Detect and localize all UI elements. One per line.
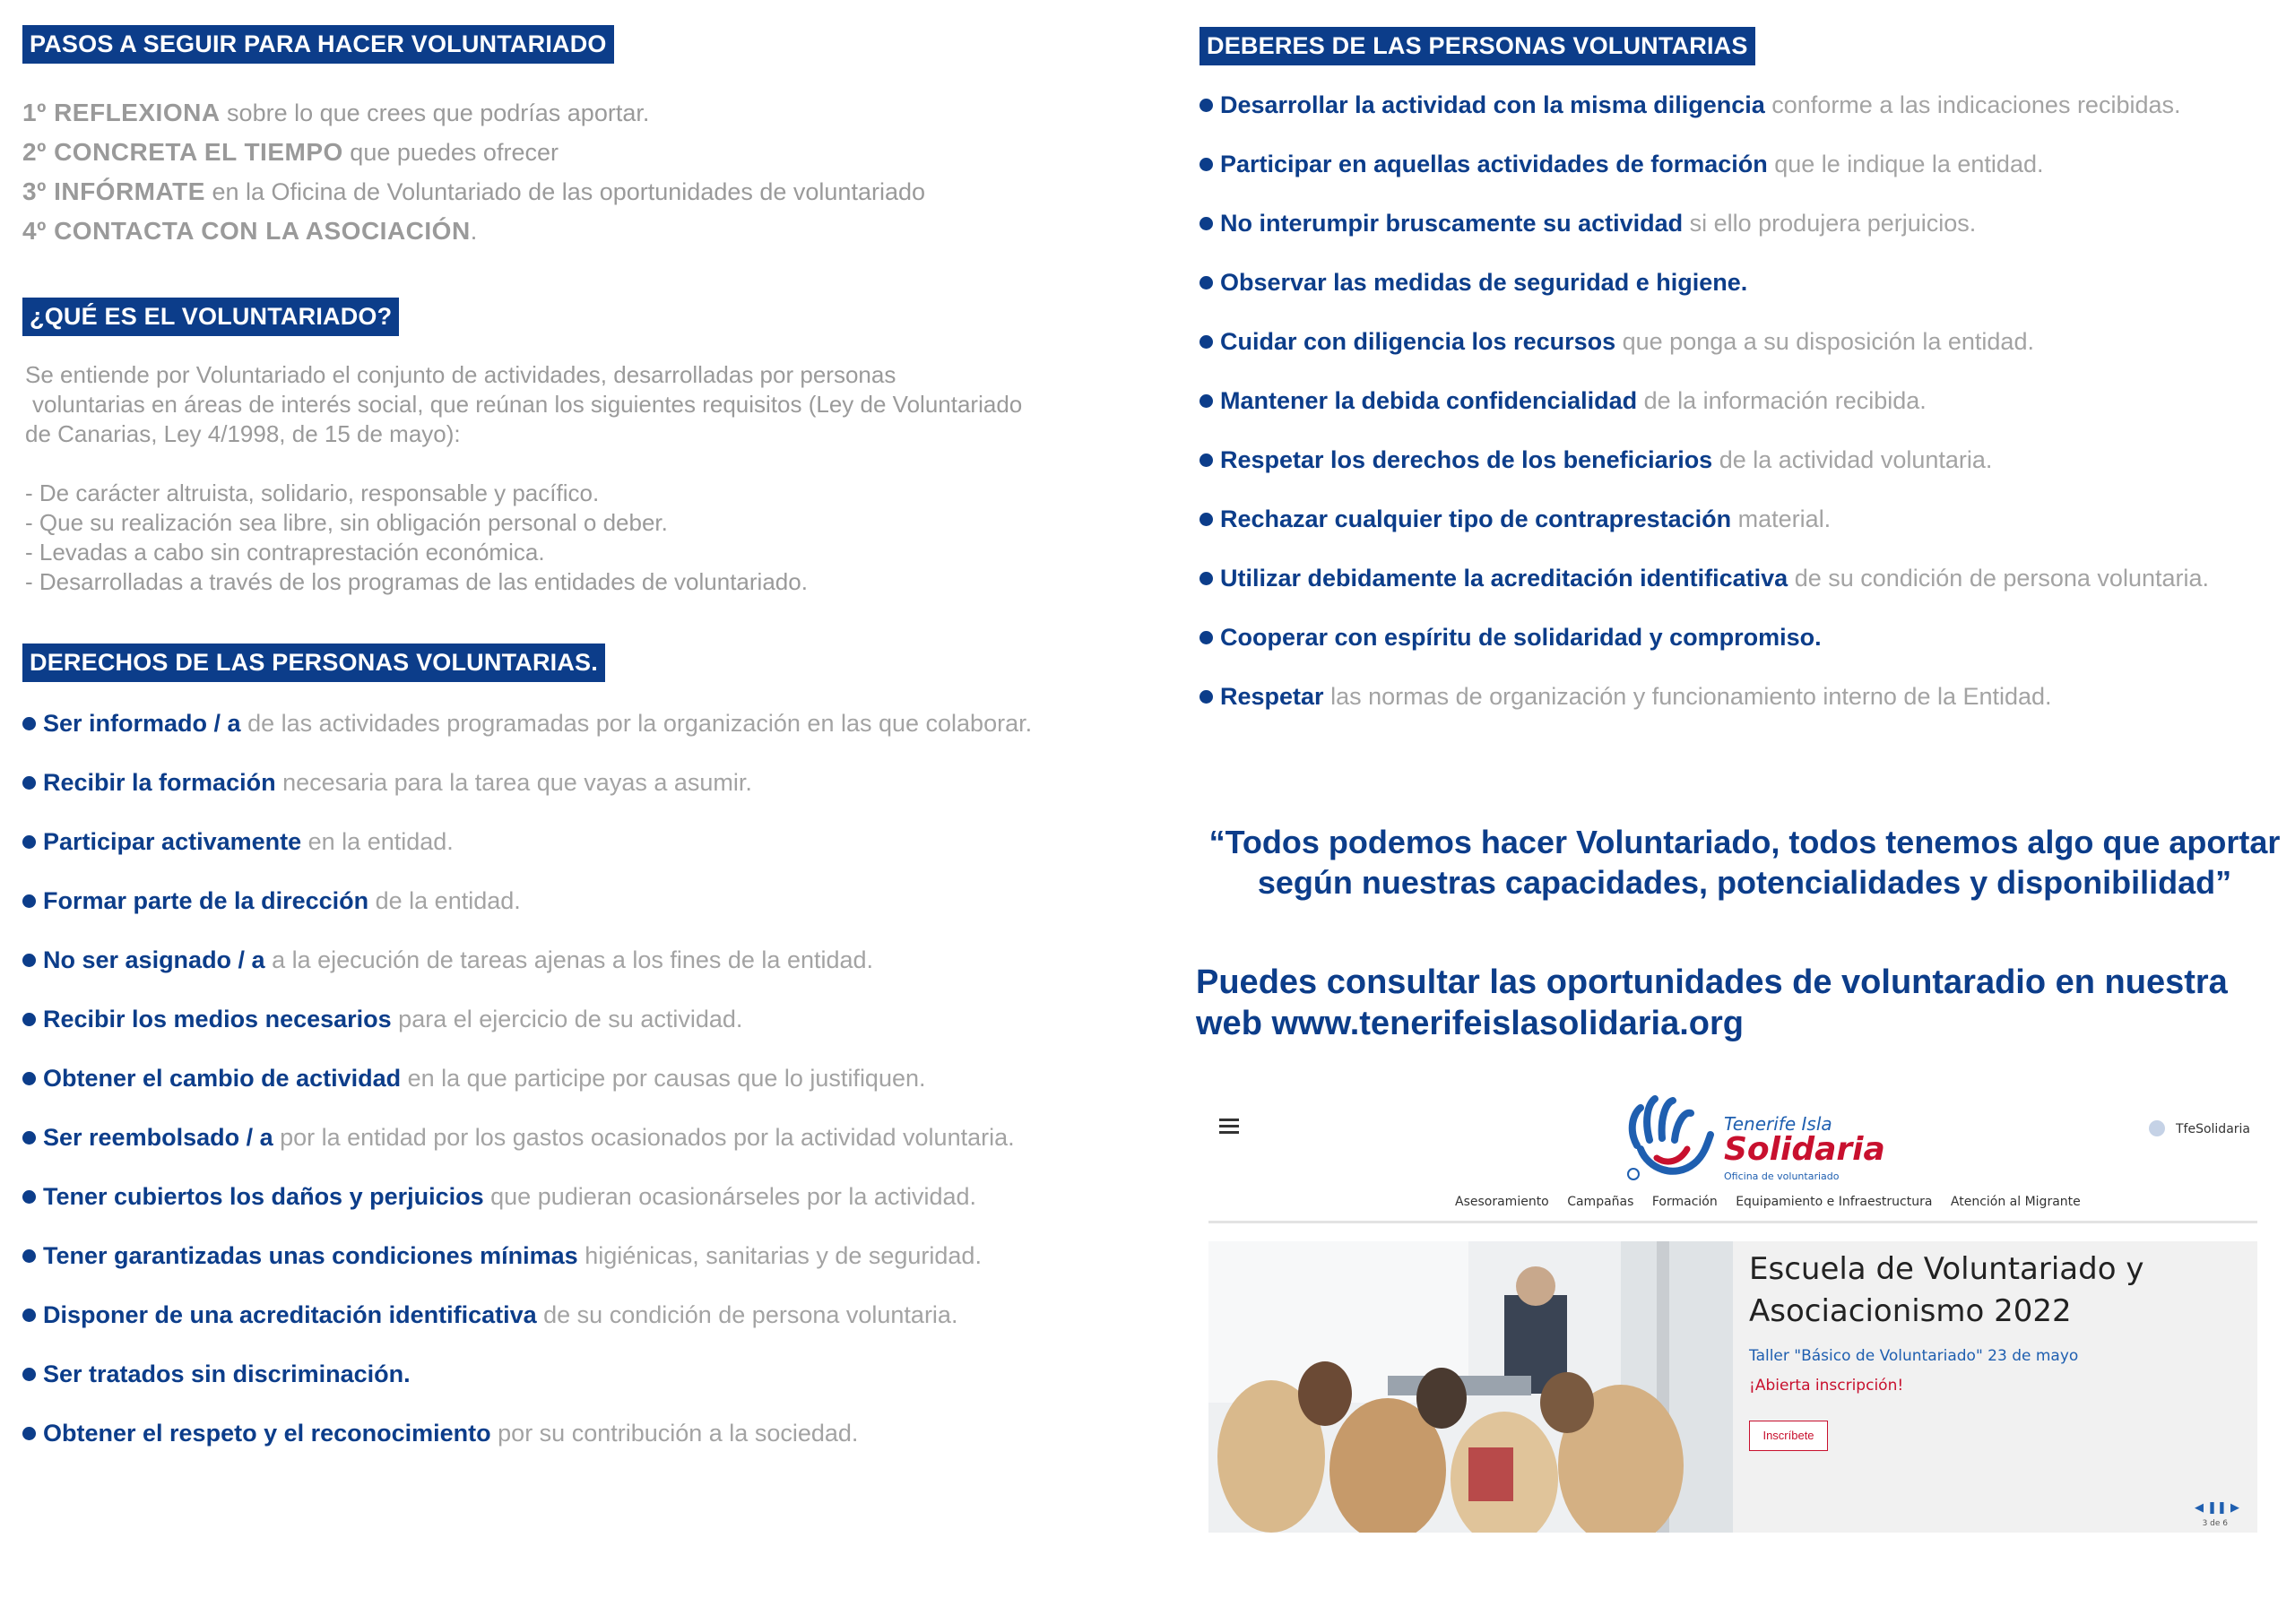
definition-text	[25, 360, 1182, 597]
nav-item-campanas[interactable]: Campañas	[1567, 1195, 1634, 1209]
site-logo[interactable]	[1621, 1093, 1885, 1192]
social-handle: TfeSolidaria	[2175, 1122, 2250, 1136]
requirement-item: - Levadas a cabo sin contraprestación económica.	[25, 539, 545, 566]
bullet-icon	[22, 1072, 36, 1085]
bullet-icon	[22, 717, 36, 730]
slide-photo	[1208, 1241, 1733, 1533]
rights-item: Disponer de una acreditación identificativa de su condición de persona voluntaria.	[22, 1300, 1032, 1359]
step-item: 3º INFÓRMATE en la Oficina de Voluntariado de las oportunidades de voluntariado	[22, 177, 926, 205]
rights-item: Recibir la formación necesaria para la tarea que vayas a asumir.	[22, 767, 1032, 826]
duties-item: Observar las medidas de seguridad e higiene.	[1199, 267, 2209, 326]
bullet-icon	[1199, 394, 1213, 408]
nav-item-formacion[interactable]: Formación	[1651, 1195, 1718, 1209]
bullet-icon	[22, 1427, 36, 1440]
rights-item: Tener garantizadas unas condiciones mínimas higiénicas, sanitarias y de seguridad.	[22, 1240, 1032, 1300]
rights-item: No ser asignado / a a la ejecución de tareas ajenas a los fines de la entidad.	[22, 945, 1032, 1004]
duties-item: Utilizar debidamente la acreditación identificativa de su condición de persona voluntaria.	[1199, 563, 2209, 622]
steps-list	[22, 93, 925, 251]
duties-heading: DEBERES DE LAS PERSONAS VOLUNTARIAS	[1199, 27, 1755, 65]
slide-subtitle: Taller "Básico de Voluntariado" 23 de mayo	[1749, 1347, 2079, 1365]
rights-item: Tener cubiertos los daños y perjuicios que pudieran ocasionárseles por la actividad.	[22, 1181, 1032, 1240]
step-item: 4º CONTACTA CON LA ASOCIACIÓN.	[22, 217, 478, 245]
nav-item-migrante[interactable]: Atención al Migrante	[1950, 1195, 2081, 1209]
bullet-icon	[22, 1249, 36, 1263]
duties-item: Respetar las normas de organización y funcionamiento interno de la Entidad.	[1199, 681, 2209, 740]
duties-item: Cuidar con diligencia los recursos que ponga a su disposición la entidad.	[1199, 326, 2209, 385]
bullet-icon	[22, 776, 36, 790]
definition-heading: ¿QUÉ ES EL VOLUNTARIADO?	[22, 298, 399, 336]
hamburger-menu-icon[interactable]	[1219, 1119, 1239, 1133]
bullet-icon	[22, 894, 36, 908]
step-item: 1º REFLEXIONA sobre lo que crees que podrías aportar.	[22, 99, 650, 126]
definition-line: voluntarias en áreas de interés social, que reúnan los siguientes requisitos (Ley de Voluntariado	[32, 391, 1023, 418]
slider-controls[interactable]: ◀ ❚❚ ▶	[2194, 1501, 2239, 1515]
slide-counter: 3 de 6	[2202, 1519, 2228, 1528]
bullet-icon	[1199, 690, 1213, 704]
rights-heading: DERECHOS DE LAS PERSONAS VOLUNTARIAS.	[22, 644, 605, 682]
bullet-icon	[22, 1309, 36, 1322]
slide-panel	[1733, 1241, 2257, 1533]
bullet-icon	[1199, 454, 1213, 467]
social-profile-icon	[2149, 1120, 2165, 1136]
bullet-icon	[1199, 335, 1213, 349]
duties-list	[1199, 90, 2209, 740]
bullet-icon	[1199, 631, 1213, 644]
bullet-icon	[1199, 217, 1213, 230]
quote-line: “Todos podemos hacer Voluntariado, todos tenemos algo que aportar	[1208, 824, 2281, 860]
duties-item: Respetar los derechos de los beneficiarios de la actividad voluntaria.	[1199, 445, 2209, 504]
steps-heading: PASOS A SEGUIR PARA HACER VOLUNTARIADO	[22, 25, 614, 64]
nav-divider	[1208, 1221, 2257, 1223]
consult-text	[1196, 962, 2290, 1044]
bullet-icon	[22, 1013, 36, 1026]
rights-item: Ser informado / a de las actividades programadas por la organización en las que colaborar.	[22, 708, 1032, 767]
rights-item: Ser reembolsado / a por la entidad por los gastos ocasionados por la actividad voluntaria.	[22, 1122, 1032, 1181]
bullet-icon	[22, 1190, 36, 1204]
consult-line: Puedes consultar las oportunidades de voluntaradio en nuestra	[1196, 963, 2228, 1001]
rights-item: Obtener el cambio de actividad en la que participe por causas que lo justifiquen.	[22, 1063, 1032, 1122]
bullet-icon	[22, 954, 36, 967]
consult-line: web www.tenerifeislasolidaria.org	[1196, 1005, 1744, 1042]
bullet-icon	[1199, 276, 1213, 289]
bullet-icon	[1199, 99, 1213, 112]
requirement-item: - Desarrolladas a través de los programas de las entidades de voluntariado.	[25, 568, 808, 595]
logo-text-small: Tenerife Isla	[1724, 1113, 1832, 1135]
bullet-icon	[22, 1131, 36, 1145]
rights-item: Recibir los medios necesarios para el ejercicio de su actividad.	[22, 1004, 1032, 1063]
duties-item: Desarrollar la actividad con la misma diligencia conforme a las indicaciones recibidas.	[1199, 90, 2209, 149]
duties-item: No interumpir bruscamente su actividad si ello produjera perjuicios.	[1199, 208, 2209, 267]
rights-list	[22, 708, 1032, 1477]
rights-item: Participar activamente en la entidad.	[22, 826, 1032, 885]
nav-item-equipamiento[interactable]: Equipamiento e Infraestructura	[1736, 1195, 1933, 1209]
bullet-icon	[22, 835, 36, 849]
hand-logo-icon	[1621, 1093, 1715, 1183]
step-item: 2º CONCRETA EL TIEMPO que puedes ofrecer	[22, 138, 559, 166]
duties-item: Participar en aquellas actividades de formación que le indique la entidad.	[1199, 149, 2209, 208]
requirement-item: - De carácter altruista, solidario, responsable y pacífico.	[25, 479, 600, 506]
nav-item-asesoramiento[interactable]: Asesoramiento	[1455, 1195, 1549, 1209]
social-link[interactable]	[2149, 1120, 2250, 1136]
requirement-item: - Que su realización sea libre, sin obligación personal o deber.	[25, 509, 668, 536]
definition-line: Se entiende por Voluntariado el conjunto de actividades, desarrolladas por personas	[25, 361, 896, 388]
slide-title: Escuela de Voluntariado y Asociacionismo 2022	[1749, 1251, 2144, 1329]
duties-item: Rechazar cualquier tipo de contraprestación material.	[1199, 504, 2209, 563]
website-screenshot	[1208, 1084, 2257, 1542]
logo-text-sub: Oficina de voluntariado	[1724, 1170, 1840, 1182]
bullet-icon	[22, 1368, 36, 1381]
logo-text-big: Solidaria	[1724, 1131, 1885, 1168]
duties-item: Mantener la debida confidencialidad de la información recibida.	[1199, 385, 2209, 445]
bullet-icon	[1199, 513, 1213, 526]
rights-item: Ser tratados sin discriminación.	[22, 1359, 1032, 1418]
duties-item: Cooperar con espíritu de solidaridad y compromiso.	[1199, 622, 2209, 681]
quote-line: según nuestras capacidades, potencialidades y disponibilidad”	[1257, 864, 2232, 901]
bullet-icon	[1199, 572, 1213, 585]
definition-line: de Canarias, Ley 4/1998, de 15 de mayo):	[25, 420, 461, 447]
rights-item: Obtener el respeto y el reconocimiento por su contribución a la sociedad.	[22, 1418, 1032, 1477]
slide-highlight: ¡Abierta inscripción!	[1749, 1377, 1904, 1395]
inscribete-button[interactable]: Inscríbete	[1749, 1421, 1828, 1451]
site-nav	[1455, 1195, 2095, 1209]
bullet-icon	[1199, 158, 1213, 171]
rights-item: Formar parte de la dirección de la entidad.	[22, 885, 1032, 945]
right-column	[1183, 0, 2295, 1624]
volunteering-quote	[1194, 822, 2295, 903]
